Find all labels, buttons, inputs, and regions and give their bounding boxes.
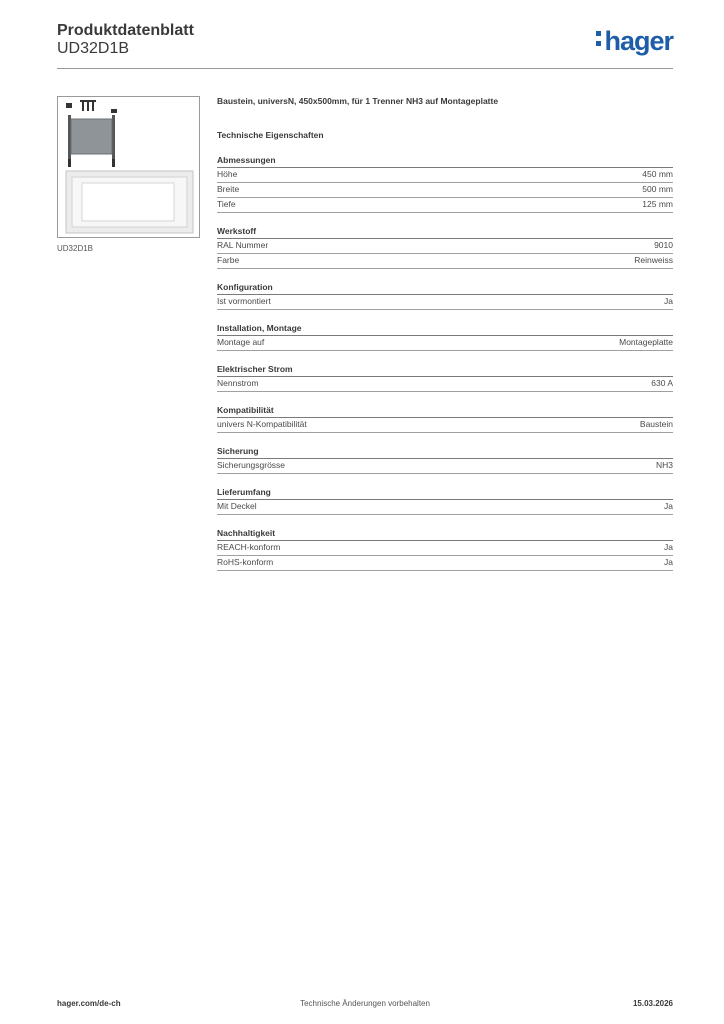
spec-value: Ja (664, 296, 673, 306)
spec-label: Ist vormontiert (217, 296, 271, 306)
group-title: Nachhaltigkeit (217, 528, 673, 541)
page-header (57, 20, 673, 69)
spec-row (217, 198, 673, 213)
spec-value: Reinweiss (634, 255, 673, 265)
spec-value: 500 mm (642, 184, 673, 194)
spec-label: Nennstrom (217, 378, 259, 388)
product-illustration-icon (58, 97, 199, 237)
spec-value: Ja (664, 501, 673, 511)
hager-logo (596, 26, 673, 57)
spec-group-kompatibilitaet (217, 405, 673, 433)
spec-row (217, 183, 673, 198)
spec-group-installation (217, 323, 673, 351)
spec-group-werkstoff (217, 226, 673, 269)
group-title: Abmessungen (217, 155, 673, 168)
group-title: Sicherung (217, 446, 673, 459)
spec-value: Montageplatte (619, 337, 673, 347)
group-title: Werkstoff (217, 226, 673, 239)
logo-dots-icon (596, 31, 602, 51)
product-image (57, 96, 200, 238)
spec-value: 630 A (651, 378, 673, 388)
spec-label: Farbe (217, 255, 240, 265)
spec-row (217, 459, 673, 474)
spec-group-nachhaltigkeit (217, 528, 673, 571)
spec-group-elektrischer-strom (217, 364, 673, 392)
spec-row (217, 418, 673, 433)
spec-value: NH3 (655, 460, 673, 470)
logo-text: hager (604, 26, 673, 56)
spec-value: Ja (664, 542, 673, 552)
spec-label: Tiefe (217, 199, 236, 209)
group-title: Konfiguration (217, 282, 673, 295)
spec-value: 125 mm (642, 199, 673, 209)
spec-label: Breite (217, 184, 240, 194)
spec-label: Höhe (217, 169, 238, 179)
group-title: Installation, Montage (217, 323, 673, 336)
spec-value: Baustein (639, 419, 673, 429)
spec-row (217, 254, 673, 269)
image-caption: UD32D1B (57, 244, 94, 253)
spec-row (217, 239, 673, 254)
spec-group-konfiguration (217, 282, 673, 310)
group-title: Lieferumfang (217, 487, 673, 500)
spec-label: Sicherungsgrösse (217, 460, 286, 470)
group-title: Kompatibilität (217, 405, 673, 418)
footer-date: 15.03.2026 (632, 999, 673, 1008)
page-title: Produktdatenblatt (57, 22, 194, 39)
spec-row (217, 500, 673, 515)
spec-label: Montage auf (217, 337, 265, 347)
product-code: UD32D1B (57, 40, 130, 57)
spec-group-sicherung (217, 446, 673, 474)
section-title: Technische Eigenschaften (217, 130, 324, 140)
spec-row (217, 336, 673, 351)
spec-group-abmessungen (217, 155, 673, 213)
spec-label: Mit Deckel (217, 501, 257, 511)
spec-row (217, 168, 673, 183)
spec-label: REACH-konform (217, 542, 281, 552)
spec-value: 9010 (654, 240, 673, 250)
spec-value: 450 mm (642, 169, 673, 179)
spec-row (217, 541, 673, 556)
spec-value: Ja (664, 557, 673, 567)
product-description: Baustein, universN, 450x500mm, für 1 Trenner NH3 auf Montageplatte (217, 96, 499, 106)
spec-label: RAL Nummer (217, 240, 269, 250)
spec-content (217, 96, 673, 571)
footer-website-link[interactable]: hager.com/de-ch (57, 999, 121, 1008)
spec-label: RoHS-konform (217, 557, 274, 567)
spec-row (217, 295, 673, 310)
spec-row (217, 556, 673, 571)
footer-notice: Technische Änderungen vorbehalten (300, 999, 430, 1008)
spec-row (217, 377, 673, 392)
spec-label: univers N-Kompatibilität (217, 419, 307, 429)
spec-group-lieferumfang (217, 487, 673, 515)
group-title: Elektrischer Strom (217, 364, 673, 377)
